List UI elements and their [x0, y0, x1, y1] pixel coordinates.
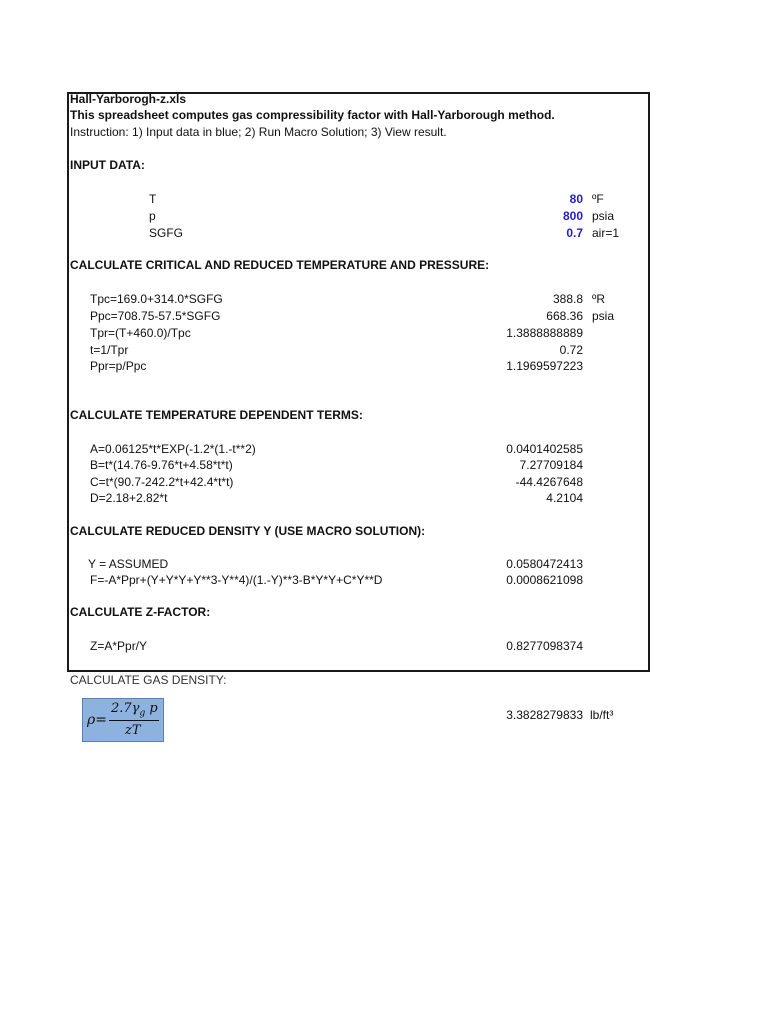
tpc-value: 388.8 [552, 292, 583, 306]
f-value: 0.0008621098 [506, 573, 583, 587]
tpc-unit: ºR [592, 292, 606, 306]
input-unit-t: ºF [592, 192, 604, 206]
input-label-sgfg: SGFG [149, 226, 184, 240]
a-value: 0.0401402585 [506, 442, 583, 456]
input-unit-sgfg: air=1 [592, 226, 620, 240]
input-label-t: T [149, 192, 157, 206]
temperature-terms-heading: CALCULATE TEMPERATURE DEPENDENT TERMS: [70, 408, 363, 422]
file-name: Hall-Yarborogh-z.xls [70, 92, 187, 106]
z-value: 0.8277098374 [506, 639, 583, 653]
density-formula-box [82, 698, 164, 742]
tpc-formula: Tpc=169.0+314.0*SGFG [90, 292, 223, 306]
input-data-heading: INPUT DATA: [70, 158, 145, 172]
formula-lhs: ρ= [87, 712, 107, 728]
z-formula: Z=A*Ppr/Y [90, 639, 148, 653]
reduced-density-heading: CALCULATE REDUCED DENSITY Y (USE MACRO SOLUTION): [70, 524, 426, 538]
formula-denominator: zT [125, 723, 141, 738]
gas-density-heading: CALCULATE GAS DENSITY: [70, 673, 227, 687]
input-unit-p: psia [592, 209, 615, 223]
input-value-t[interactable]: 80 [569, 192, 583, 206]
ppr-formula: Ppr=p/Ppc [90, 359, 147, 373]
fraction-bar [109, 720, 159, 721]
y-assumed-value: 0.0580472413 [506, 557, 583, 571]
sheet-title: This spreadsheet computes gas compressibility factor with Hall-Yarborough method. [70, 108, 555, 122]
ppr-value: 1.1969597223 [506, 359, 583, 373]
f-formula: F=-A*Ppr+(Y+Y*Y+Y**3-Y**4)/(1.-Y)**3-B*Y*Y+C*Y**D [90, 573, 383, 587]
c-formula: C=t*(90.7-242.2*t+42.4*t*t) [90, 475, 234, 489]
a-formula: A=0.06125*t*EXP(-1.2*(1.-t**2) [90, 442, 256, 456]
ppc-formula: Ppc=708.75-57.5*SGFG [90, 309, 221, 323]
gas-density-unit: lb/ft³ [590, 708, 614, 722]
d-formula: D=2.18+2.82*t [90, 491, 168, 505]
gas-density-value: 3.3828279833 [506, 708, 583, 722]
tpr-value: 1.3888888889 [506, 326, 583, 340]
input-value-p[interactable]: 800 [562, 209, 583, 223]
ppc-value: 668.36 [546, 309, 583, 323]
input-value-sgfg[interactable]: 0.7 [566, 226, 583, 240]
t-value: 0.72 [559, 343, 583, 357]
critical-heading: CALCULATE CRITICAL AND REDUCED TEMPERATURE AND PRESSURE: [70, 258, 490, 272]
b-formula: B=t*(14.76-9.76*t+4.58*t*t) [90, 458, 233, 472]
formula-numerator: $2.7\gamma_g$ p [111, 701, 158, 719]
z-factor-heading: CALCULATE Z-FACTOR: [70, 605, 211, 619]
b-value: 7.27709184 [519, 458, 583, 472]
y-assumed-label: Y = ASSUMED [88, 557, 169, 571]
instruction-text: Instruction: 1) Input data in blue; 2) Run Macro Solution; 3) View result. [70, 125, 447, 139]
t-formula: t=1/Tpr [90, 343, 129, 357]
tpr-formula: Tpr=(T+460.0)/Tpc [90, 326, 191, 340]
d-value: 4.2104 [546, 491, 583, 505]
c-value: -44.4267648 [515, 475, 583, 489]
input-label-p: p [149, 209, 156, 223]
ppc-unit: psia [592, 309, 615, 323]
